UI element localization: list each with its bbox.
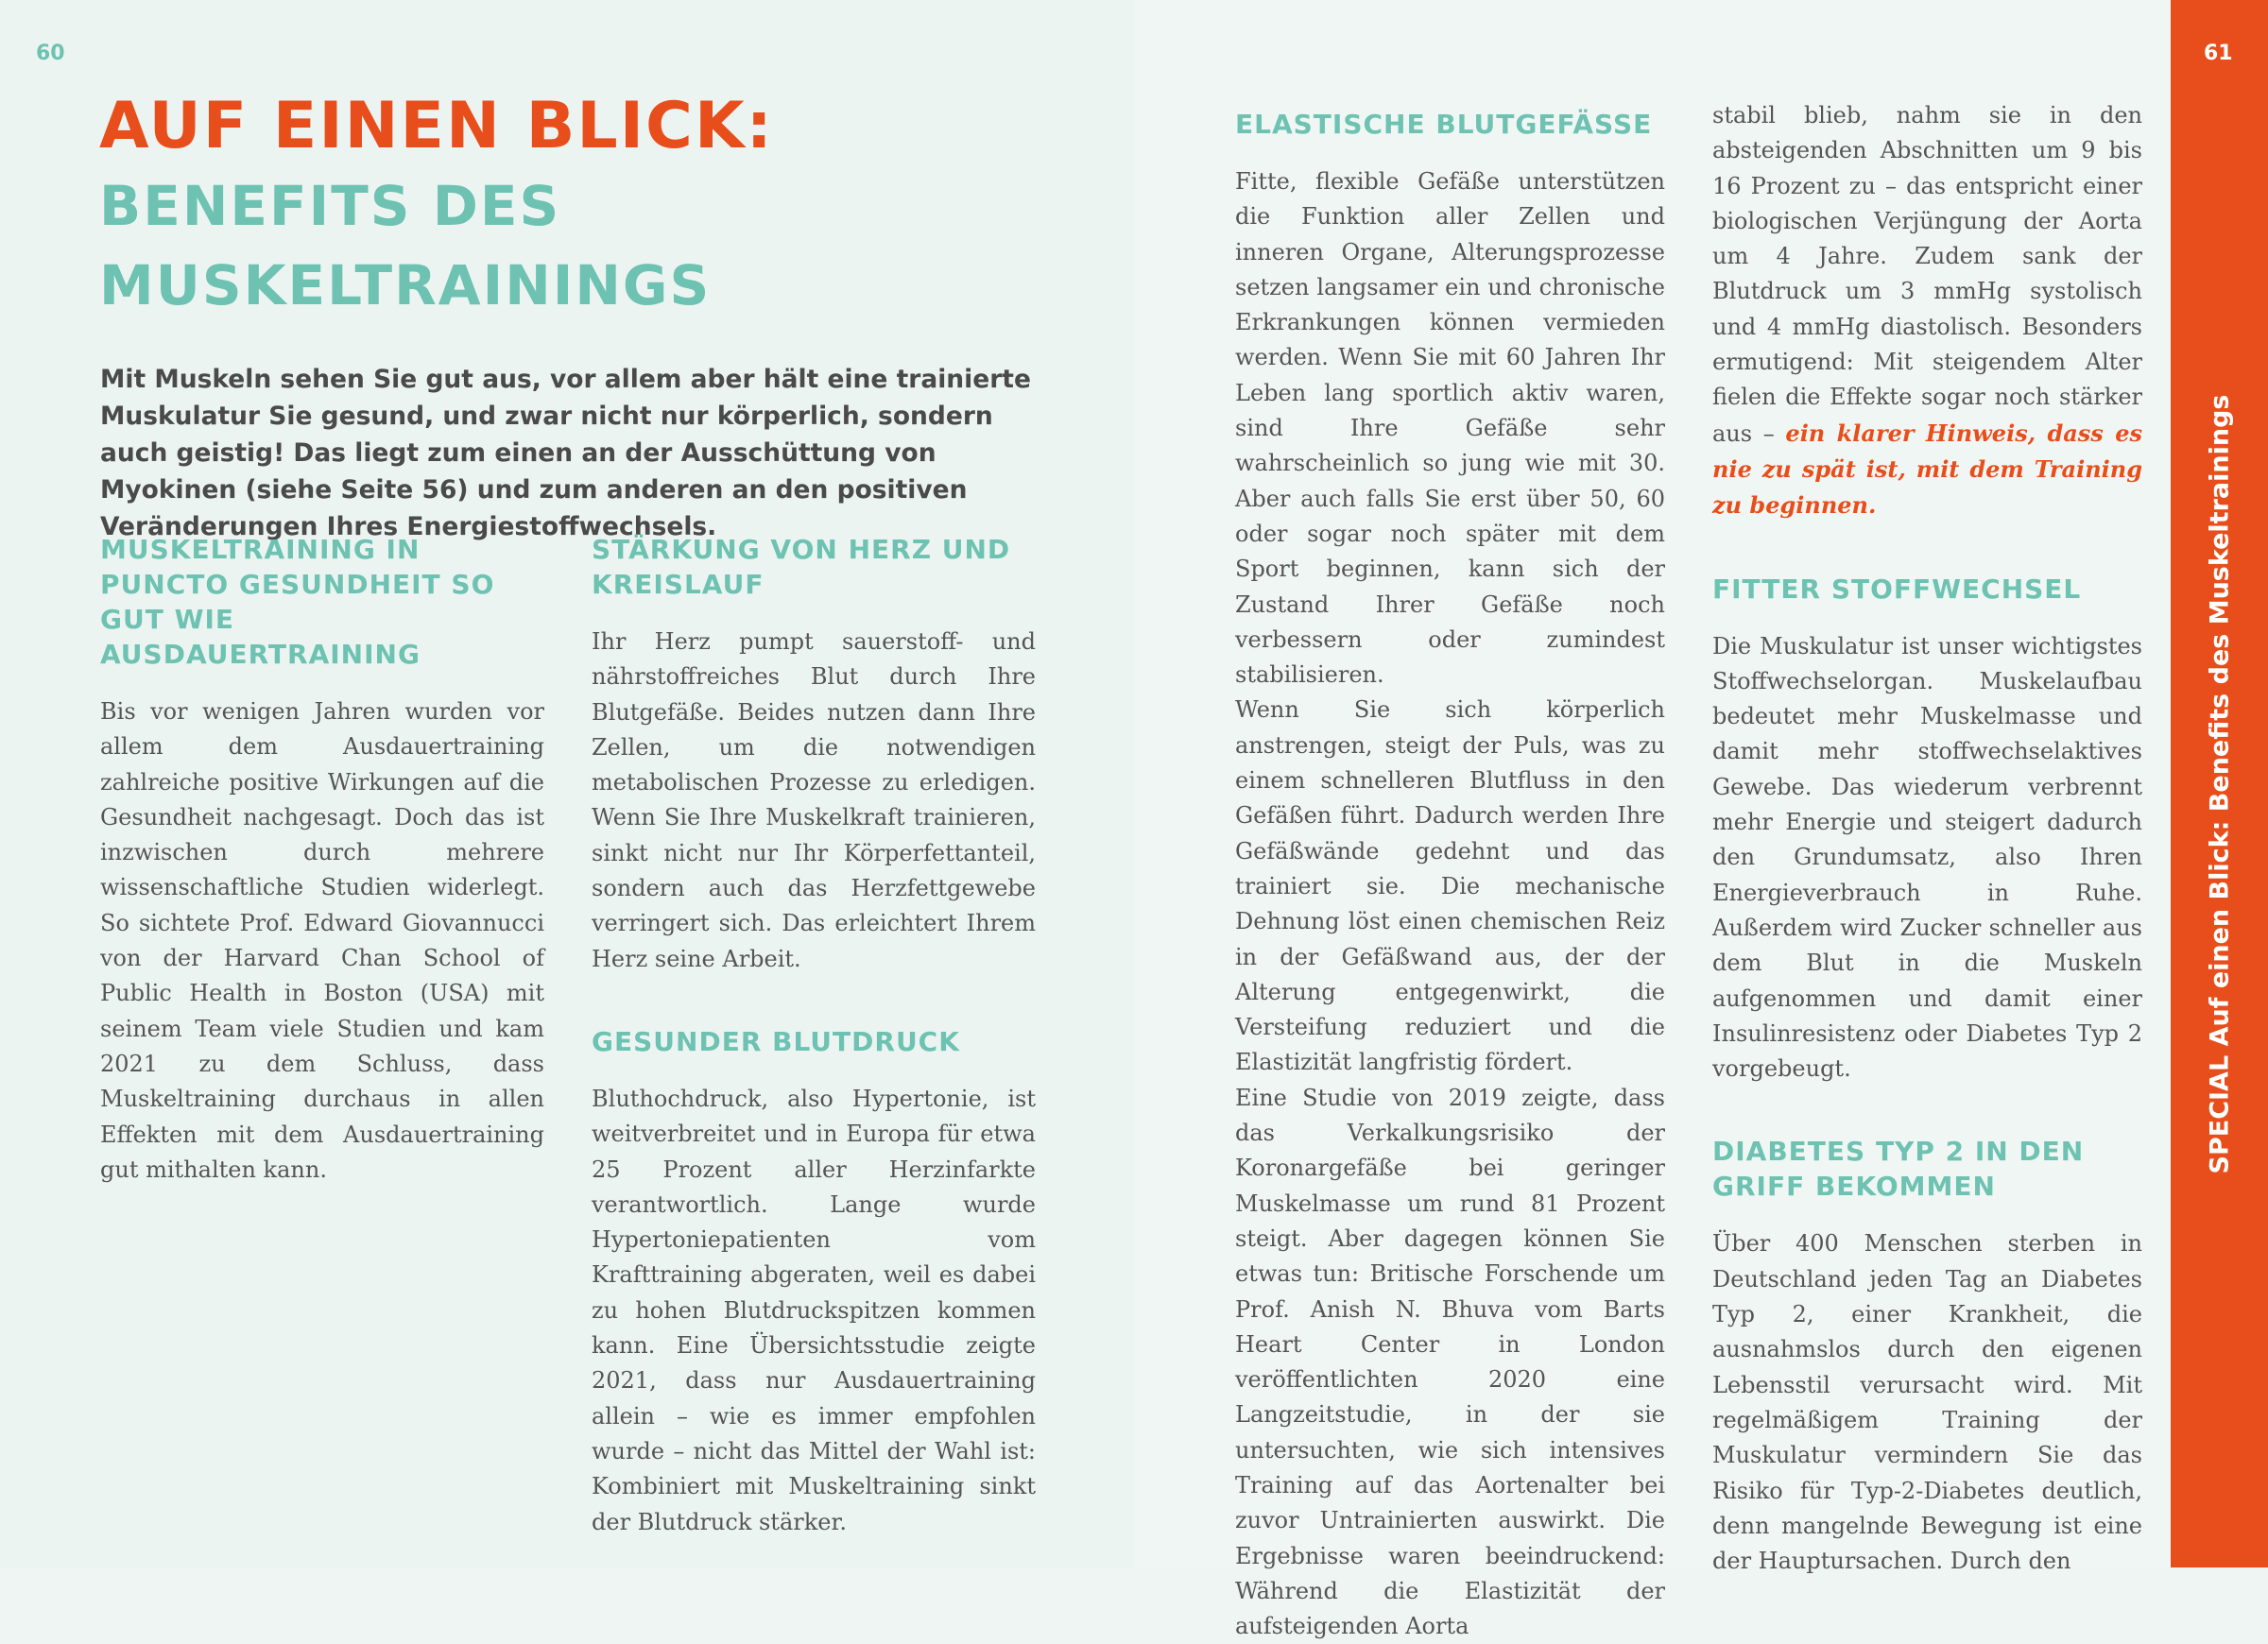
column-4 [1712,98,2142,1579]
column-3 [1235,107,1665,1644]
page-number-right: 61 [2204,42,2233,65]
heading-stoffwechsel: FITTER STOFFWECHSEL [1712,573,2082,605]
lead-paragraph: Mit Muskeln sehen Sie gut aus, vor allem aber hält eine trainierte Muskulatur Sie gesund, und zwar nicht nur körperlich, sondern auch geistig! Das liegt zum einen an der Ausschüttung von Myokinen (siehe Seite 56) und zum anderen an den positiven Veränderungen Ihres Energiestoffwechsels. [100,364,1031,541]
text-blutdruck: Bluthochdruck, also Hypertonie, ist weitverbreitet und in Europa für etwa 25 Prozent aller Herzinfarkte verantwortlich. Lange wurde Hypertoniepatienten vom Krafttraining abgeraten, weil es dabei zu hohen Blutdruckspitzen kommen kann. Eine Übersichtsstudie zeigte 2021, dass nur Ausdauertraining allein – wie es immer empfohlen wurde – nicht das Mittel der Wahl ist: Kombiniert mit Muskeltraining sinkt der Blutdruck stärker. [592,1085,1036,1535]
heading-herz: STÄRKUNG VON HERZ UND KREISLAUF [592,534,1011,600]
spacer [592,977,1036,1024]
text-gefaesse-2: Wenn Sie sich körperlich anstrengen, steigt der Puls, was zu einem schnelleren Blutfluss in den Gefäßen führt. Dadurch werden Ihre Gefäßwände gedehnt und das trainiert sie. Die mechanische Dehnung löst einen chemischen Reiz in der Gefäßwand aus, der der Alterung entgegenwirkt, die Versteifung reduziert und die Elastizität langfristig fördert. [1235,696,1665,1076]
spacer [1712,1087,2142,1134]
column-2 [592,532,1036,1540]
title-line-2: BENEFITS DES MUSKELTRAININGS [99,174,712,317]
text-herz: Ihr Herz pumpt sauerstoff- und nährstoffreiches Blut durch Ihre Blutgefäße. Beides nutzen dann Ihre Zellen, um die notwendigen metabolischen Prozesse zu erledigen. Wenn Sie Ihre Muskelkraft trainieren, sinkt nicht nur Ihr Körperfettanteil, sondern auch das Herzfettgewebe verringert sich. Das erleichtert Ihrem Herz seine Arbeit. [592,628,1036,972]
text-gefaesse-3: Eine Studie von 2019 zeigte, dass das Verkalkungsrisiko der Koronargefäße bei geringer Muskelmasse um rund 81 Prozent steigt. Aber dagegen können Sie etwas tun: Britische Forschende um Prof. Anish N. Bhuva vom Barts Heart Center in London veröffentlichten 2020 eine Langzeitstudie, in der sie untersuchten, wie sich intensives Training auf das Aortenalter bei zuvor Untrainierten auswirkt. Die Ergebnisse waren beeindruckend: Während die Elastizität der aufsteigenden Aorta [1235,1084,1665,1640]
spacer [1712,524,2142,572]
heading-blutdruck: GESUNDER BLUTDRUCK [592,1025,960,1057]
chapter-sidebar [2171,0,2268,1567]
text-stoffwechsel: Die Muskulatur ist unser wichtigstes Stoffwechselorgan. Muskelaufbau bedeutet mehr Muskelmasse und damit mehr stoffwechselaktives Gewebe. Das wiederum verbrennt mehr Energie und steigert dadurch den Grundumsatz, also Ihren Energieverbrauch in Ruhe. Außerdem wird Zucker schneller aus dem Blut in die Muskeln aufgenommen und damit einer Insulinresistenz oder Diabetes Typ 2 vorgebeugt. [1712,632,2142,1083]
page-number-left: 60 [36,42,65,65]
heading-diabetes: DIABETES TYP 2 IN DEN GRIFF BEKOMMEN [1712,1136,2085,1203]
title-line-1: AUF EINEN BLICK: [99,89,774,163]
heading-muskeltraining: MUSKELTRAINING IN PUNCTO GESUNDHEIT SO GUT WIE AUSDAUERTRAINING [100,534,495,670]
heading-gefaesse: ELASTISCHE BLUTGEFÄSSE [1235,109,1653,140]
text-diabetes: Über 400 Menschen sterben in Deutschland jeden Tag an Diabetes Typ 2, einer Krankheit, die ausnahmslos durch den eigenen Lebensstil verursacht wird. Mit regelmäßigem Training der Muskulatur vermindern Sie das Risiko für Typ-2-Diabetes deutlich, denn mangelnde Bewegung ist eine der Hauptursachen. Durch den [1712,1230,2142,1575]
highlight-quote: ein klarer Hinweis, dass es nie zu spät ist, mit dem Training zu beginnen. [1712,419,2142,520]
text-gefaesse-4 [1712,98,2142,524]
column-1 [100,532,544,1188]
page-title [99,87,950,325]
text-muskeltraining: Bis vor wenigen Jahren wurden vor allem dem Ausdauertraining zahlreiche positive Wirkungen auf die Gesundheit nachgesagt. Doch das ist inzwischen durch mehrere wissenschaftliche Studien widerlegt. So sichtete Prof. Edward Giovannucci von der Harvard Chan School of Public Health in Boston (USA) mit seinem Team viele Studien und kam 2021 zu dem Schluss, dass Muskeltraining durchaus in allen Effekten mit dem Ausdauertraining gut mithalten kann. [100,698,544,1183]
sidebar-label: SPECIAL Auf einen Blick: Benefits des Muskeltrainings [2205,394,2234,1173]
text-gefaesse-1: Fitte, flexible Gefäße unterstützen die Funktion aller Zellen und inneren Organe, Alterungsprozesse setzen langsamer ein und chronische Erkrankungen können vermieden werden. Wenn Sie mit 60 Jahren Ihr Leben lang sportlich aktiv waren, sind Ihre Gefäße sehr wahrscheinlich so jung wie mit 30. Aber auch falls Sie erst über 50, 60 oder sogar noch später mit dem Sport beginnen, kann sich der Zustand Ihrer Gefäße noch verbessern oder zumindest stabilisieren. [1235,168,1665,689]
text-gefaesse-4-main: stabil blieb, nahm sie in den absteigenden Abschnitten um 9 bis 16 Prozent zu – das entspricht einer biologischen Verjüngung der Aorta um 4 Jahre. Zudem sank der Blutdruck um 3 mmHg systolisch und 4 mmHg diastolisch. Besonders ermutigend: Mit steigendem Alter fielen die Effekte sogar noch stärker aus – [1712,102,2142,447]
